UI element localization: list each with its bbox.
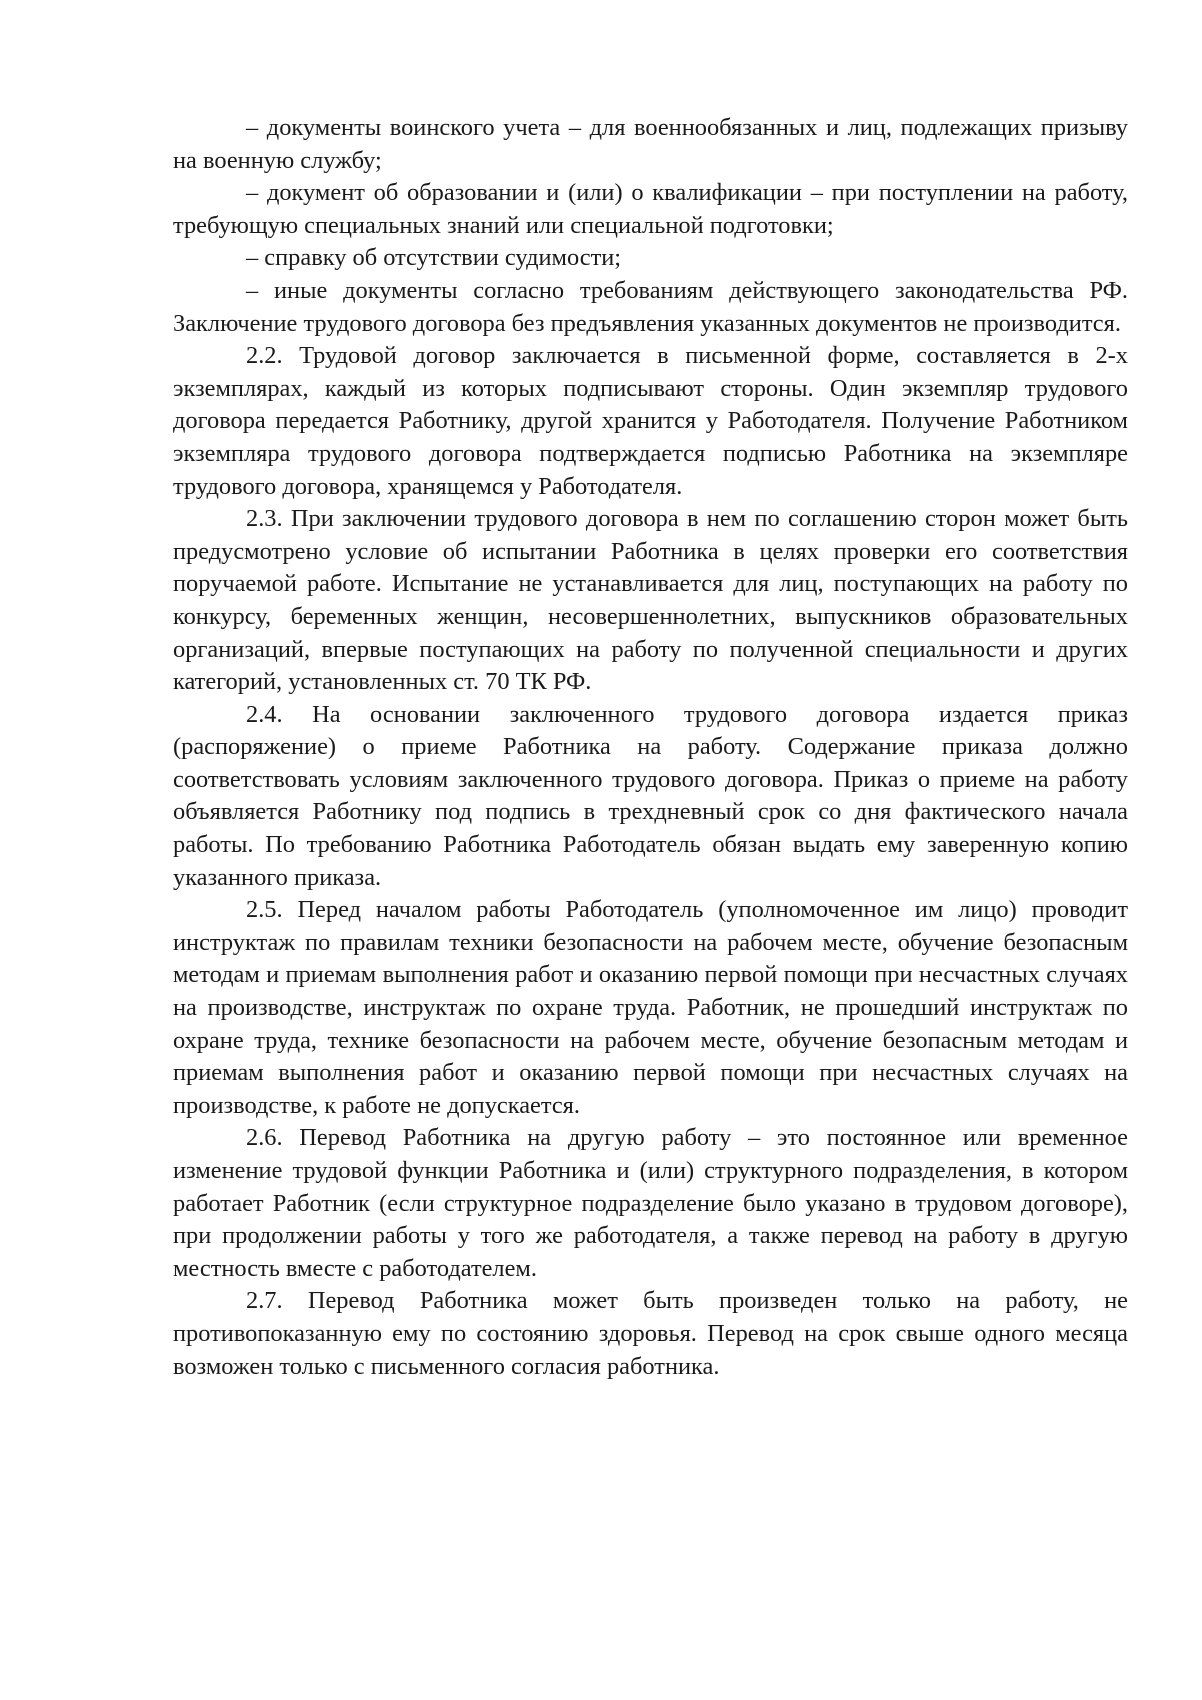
paragraph-2-7: 2.7. Перевод Работника может быть произведен только на работу, не противопоказанную ему по состоянию здоровья. Перевод на срок свыше одного месяца возможен только с письменного согласия работника.	[173, 1287, 1128, 1380]
paragraph-2-6: 2.6. Перевод Работника на другую работу – это постоянное или временное изменение трудовой функции Работника и (или) структурного подразделения, в котором работает Работник (если структурное подразделение было указано в трудовом договоре), при продолжении работы у того же работодателя, а также перевод на работу в другую местность вместе с работодателем.	[173, 1124, 1128, 1282]
paragraph-other-documents: – иные документы согласно требованиям действующего законодательства РФ. Заключение трудового договора без предъявления указанных документов не производится.	[173, 276, 1128, 337]
paragraph-criminal-record: – справку об отсутствии судимости;	[246, 244, 622, 272]
paragraph-2-2: 2.2. Трудовой договор заключается в письменной форме, составляется в 2-х экземплярах, каждый из которых подписывают стороны. Один экземпляр трудового договора передается Работнику, другой хранится у Работодателя. Получение Работником экземпляра трудового договора подтверждается подписью Работника на экземпляре трудового договора, хранящемся у Работодателя.	[173, 342, 1128, 500]
paragraph-military-documents: – документы воинского учета – для военнообязанных и лиц, подлежащих призыву на военную службу;	[173, 114, 1128, 174]
paragraph-2-3: 2.3. При заключении трудового договора в нем по соглашению сторон может быть предусмотрено условие об испытании Работника в целях проверки его соответствия поручаемой работе. Испытание не устанавливается для лиц, поступающих на работу по конкурсу, беременных женщин, несовершеннолетних, выпускников образовательных организаций, впервые поступающих на работу по полученной специальности и других категорий, установленных ст. 70 ТК РФ.	[173, 505, 1128, 696]
paragraph-2-4: 2.4. На основании заключенного трудового договора издается приказ (распоряжение) о приеме Работника на работу. Содержание приказа должно соответствовать условиям заключенного трудового договора. Приказ о приеме на работу объявляется Работнику под подпись в трехдневный срок со дня фактического начала работы. По требованию Работника Работодатель обязан выдать ему заверенную копию указанного приказа.	[173, 700, 1128, 891]
document-page	[173, 112, 1128, 1383]
paragraph-2-5: 2.5. Перед началом работы Работодатель (уполномоченное им лицо) проводит инструктаж по правилам техники безопасности на рабочем месте, обучение безопасным методам и приемам выполнения работ и оказанию первой помощи при несчастных случаях на производстве, инструктаж по охране труда. Работник, не прошедший инструктаж по охране труда, технике безопасности на рабочем месте, обучение безопасным методам и приемам выполнения работ и оказанию первой помощи при несчастных случаях на производстве, к работе не допускается.	[173, 896, 1128, 1119]
paragraph-education-document: – документ об образовании и (или) о квалификации – при поступлении на работу, требующую специальных знаний или специальной подготовки;	[173, 179, 1128, 239]
